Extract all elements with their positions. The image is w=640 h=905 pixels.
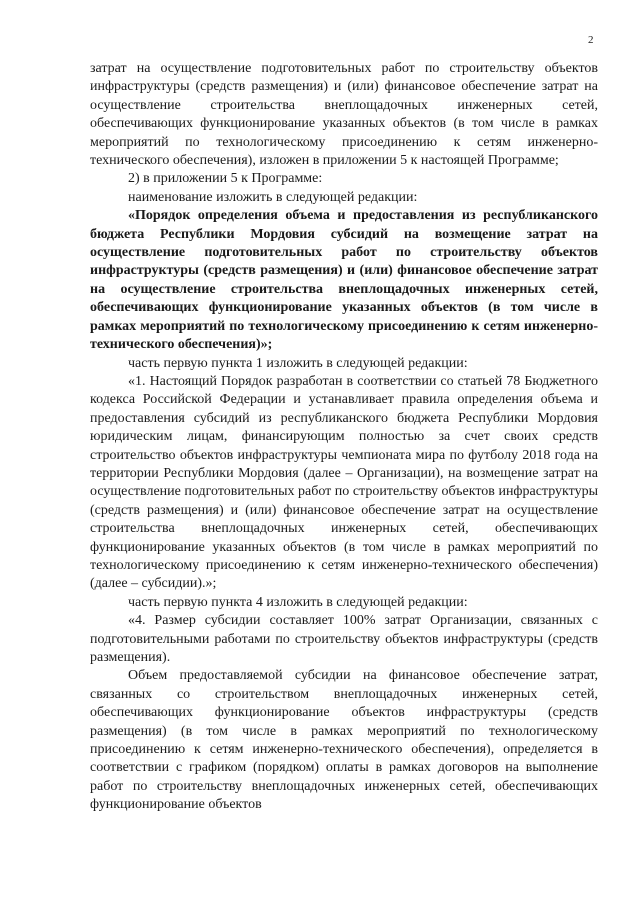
paragraph-point4-text: «4. Размер субсидии составляет 100% затрат Организации, связанных с подготовительными работами по строительству объектов инфраструктуры (средств размещения).: [90, 613, 598, 665]
paragraph-point4-instruction: часть первую пункта 4 изложить в следующей редакции:: [128, 594, 468, 610]
paragraph-name-instruction: наименование изложить в следующей редакции:: [128, 189, 418, 205]
page-number: 2: [588, 34, 594, 46]
paragraph-item-2: 2) в приложении 5 к Программе:: [128, 171, 323, 187]
document-body: [90, 60, 598, 815]
paragraph-point1-text: «1. Настоящий Порядок разработан в соответствии со статьей 78 Бюджетного кодекса Российской Федерации и устанавливает правила определения объема и предоставления субсидий из республиканского бюджета Республики Мордовия юридическим лицам, финансирующим полностью за счет своих средств строительство объектов инфраструктуры чемпионата мира по футболу 2018 года на территории Республики Мордовия (далее – Организации), на возмещение затрат на осуществление подготовительных работ по строительству объектов инфраструктуры (средств размещения) и (или) финансовое обеспечение затрат на осуществление строительства внеплощадочных инженерных сетей, обеспечивающих функционирование указанных объектов (в том числе в рамках мероприятий по технологическому присоединению к сетям инженерно-технического обеспечения) (далее – субсидии).»;: [90, 373, 598, 592]
paragraph-order-title: «Порядок определения объема и предоставления из республиканского бюджета Республики Мордовия субсидий на возмещение затрат на осуществление подготовительных работ по строительству объектов инфраструктуры (средств размещения) и (или) финансовое обеспечение затрат на осуществление строительства внеплощадочных инженерных сетей, обеспечивающих функционирование указанных объектов (в том числе в рамках мероприятий по технологическому присоединению к сетям инженерно-технического обеспечения)»;: [90, 208, 598, 353]
paragraph-point1-instruction: часть первую пункта 1 изложить в следующей редакции:: [128, 355, 468, 371]
paragraph-subsidy-volume: Объем предоставляемой субсидии на финансовое обеспечение затрат, связанных со строительством внеплощадочных инженерных сетей, обеспечивающих функционирование объектов инфраструктуры (средств размещения) (в том числе в рамках мероприятий по технологическому присоединению к сетям инженерно-технического обеспечения), определяется в соответствии с графиком (порядком) оплаты в рамках договоров на выполнение работ по строительству внеплощадочных инженерных сетей, обеспечивающих функционирование объектов: [90, 668, 598, 813]
paragraph-continuation: затрат на осуществление подготовительных работ по строительству объектов инфраструктуры (средств размещения) и (или) финансовое обеспечение затрат на осуществление строительства внеплощадочных инженерных сетей, обеспечивающих функционирование указанных объектов (в том числе в рамках мероприятий по технологическому присоединению к сетям инженерно-технического обеспечения), изложен в приложении 5 к настоящей Программе;: [90, 61, 598, 169]
